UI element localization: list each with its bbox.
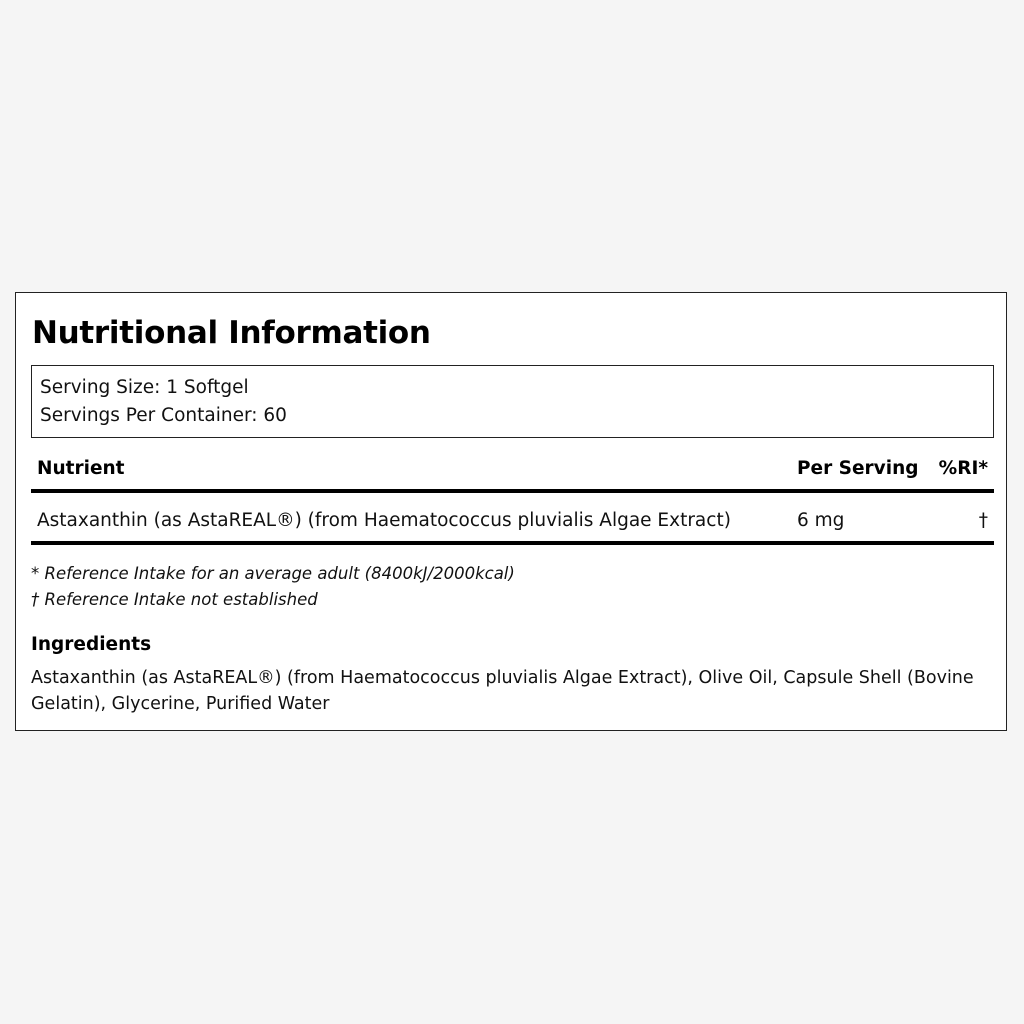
header-nutrient: Nutrient [37,458,125,479]
per-serving-value: 6 mg [797,510,845,531]
footnote-reference-intake: * Reference Intake for an average adult (8400kJ/2000kcal) [31,564,515,583]
footnotes [31,561,515,613]
ingredients-text: Astaxanthin (as AstaREAL®) (from Haematococcus pluvialis Algae Extract), Olive Oil, Capsule Shell (Bovine Gelatin), Glycerine, Purified Water [31,668,974,714]
nutrition-label-panel [15,292,1007,731]
footnote-not-established: † Reference Intake not established [31,590,318,609]
serving-info-box [31,365,994,438]
header-per-serving: Per Serving [797,458,919,479]
serving-size: Serving Size: 1 Softgel [40,377,249,398]
nutrient-name: Astaxanthin (as AstaREAL®) (from Haematococcus pluvialis Algae Extract) [37,510,731,531]
table-row [31,493,994,545]
header-ri: %RI* [938,458,988,479]
ingredients-heading: Ingredients [31,634,152,655]
table-header-row [31,453,994,493]
servings-per-container: Servings Per Container: 60 [40,405,287,426]
label-title: Nutritional Information [32,315,431,351]
ri-value: † [978,510,988,531]
nutrient-table [31,453,994,545]
